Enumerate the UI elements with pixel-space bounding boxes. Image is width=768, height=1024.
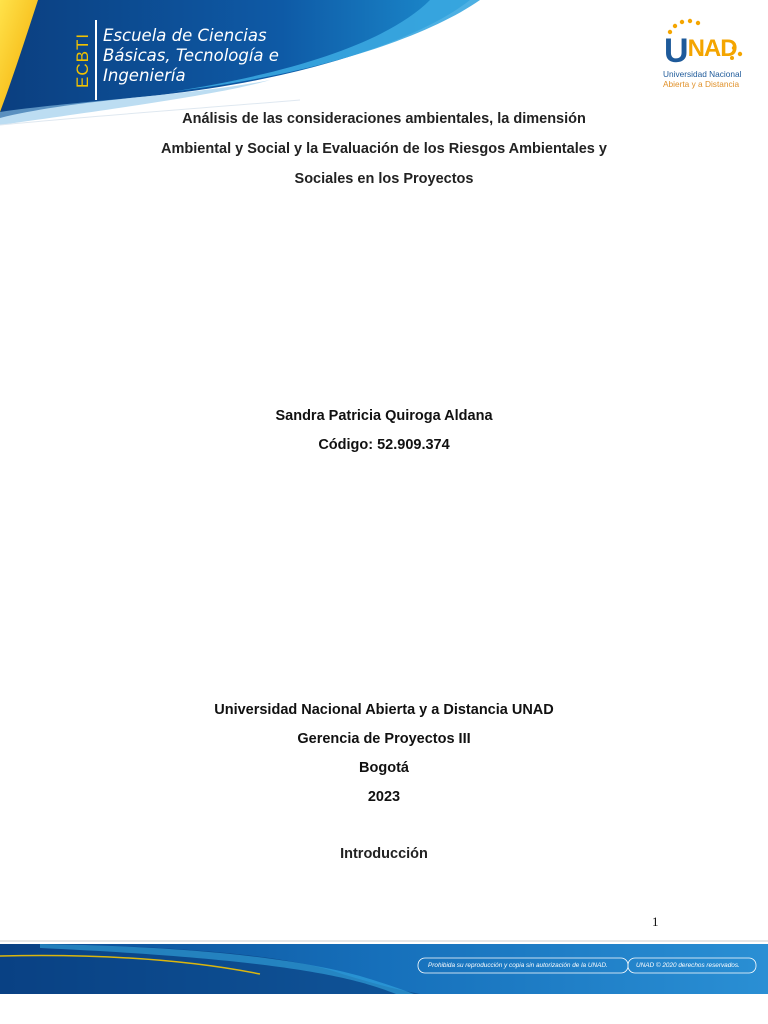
city: Bogotá — [359, 760, 409, 776]
school-name-line: Ingeniería — [103, 66, 186, 85]
footer-notice-right: UNAD © 2020 derechos reservados. — [636, 962, 740, 969]
title-line: Análisis de las consideraciones ambientales, la dimensión — [182, 111, 586, 127]
author-code: Código: 52.909.374 — [318, 437, 450, 453]
document-title — [120, 104, 648, 194]
year: 2023 — [367, 789, 401, 805]
school-branding — [74, 20, 279, 100]
author-name: Sandra Patricia Quiroga Aldana — [275, 408, 493, 424]
section-heading: Introducción — [340, 846, 428, 862]
course-name: Gerencia de Proyectos III — [297, 731, 471, 747]
school-name-line: Escuela de Ciencias — [103, 26, 267, 45]
logo-subtitle-line1: Universidad Nacional — [663, 69, 742, 79]
institution-block — [0, 696, 768, 812]
logo-letter-u: U — [664, 32, 688, 70]
logo-subtitle-line2: Abierta y a Distancia — [663, 79, 740, 89]
ecbti-acronym: ECBTI — [73, 32, 92, 88]
school-name-line: Básicas, Tecnología e — [103, 46, 279, 65]
author-block — [0, 402, 768, 460]
page-number: 1 — [652, 914, 659, 929]
title-line: Sociales en los Proyectos — [294, 171, 474, 187]
school-name — [103, 26, 279, 86]
title-line: Ambiental y Social y la Evaluación de los Riesgos Ambientales y — [161, 141, 607, 157]
logo-wordmark — [664, 32, 737, 71]
logo-letters-nad: NAD — [687, 35, 737, 62]
branding-divider — [95, 20, 97, 100]
unad-logo — [660, 18, 750, 98]
page-footer — [0, 936, 768, 998]
institution-name: Universidad Nacional Abierta y a Distancia UNAD — [214, 702, 554, 718]
footer-notice-left: Prohibida su reproducción y copia sin autorización de la UNAD. — [428, 962, 608, 969]
